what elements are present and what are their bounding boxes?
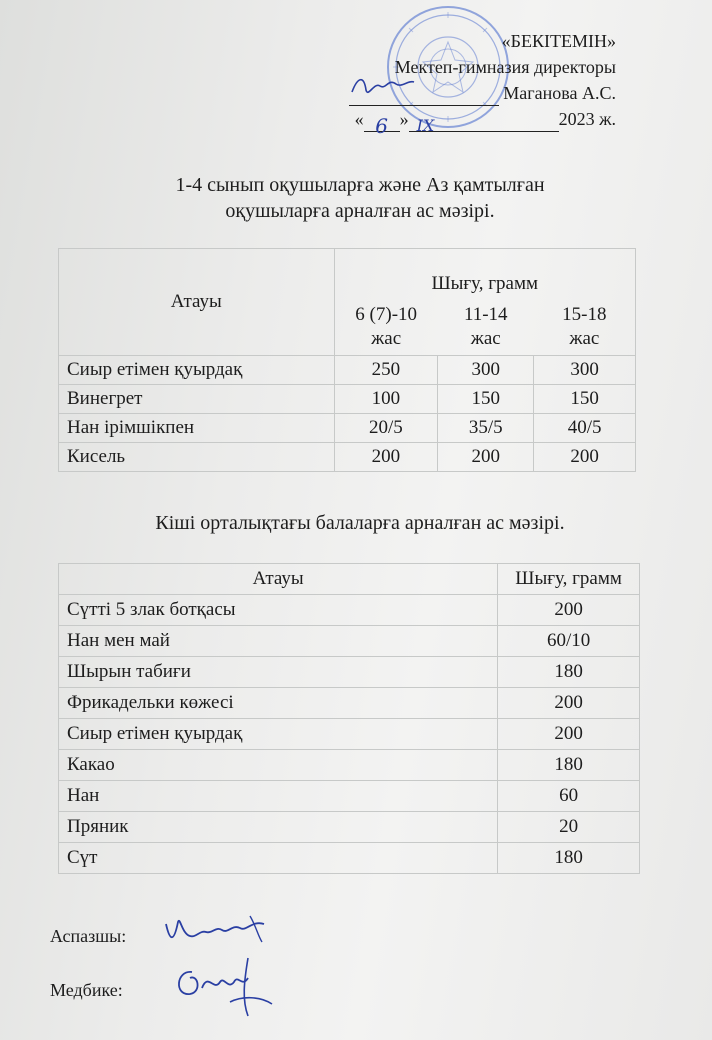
yield-value: 35/5: [438, 414, 534, 443]
dish-name: Пряник: [59, 812, 498, 843]
table-row: [59, 414, 636, 443]
dish-name: Сиыр етімен қуырдақ: [59, 719, 498, 750]
yield-value: 180: [498, 843, 640, 874]
dish-name: Фрикадельки көжесі: [59, 688, 498, 719]
yield-value: 150: [438, 385, 534, 414]
menu2-col-yield-header: Шығу, грамм: [498, 564, 640, 595]
yield-value: 20: [498, 812, 640, 843]
dish-name: Сиыр етімен қуырдақ: [59, 356, 335, 385]
menu2-col-name-header: Атауы: [59, 564, 498, 595]
age-range: 11-14: [463, 304, 508, 325]
table-row: [59, 657, 640, 688]
table-row: [59, 781, 640, 812]
yield-value: 60/10: [498, 626, 640, 657]
director-position: Мектеп-гимназия директоры: [394, 57, 616, 77]
menu1-title: [80, 172, 640, 224]
menu1-col-name-header: Атауы: [59, 249, 335, 356]
yield-value: 300: [438, 356, 534, 385]
age-range: 6 (7)-10: [355, 304, 418, 325]
director-signature: [348, 72, 418, 102]
date-month: [409, 113, 559, 135]
age-unit: жас: [371, 328, 402, 349]
date-month-handwritten: IX: [416, 116, 435, 135]
dish-name: Кисель: [59, 443, 335, 472]
yield-value: 300: [534, 356, 636, 385]
nurse-label: Медбике:: [50, 980, 123, 1000]
table-row: [59, 688, 640, 719]
dish-name: Нан: [59, 781, 498, 812]
date-open-quote: «: [354, 109, 364, 129]
age-range: 15-18: [562, 304, 607, 325]
table-row: [59, 356, 636, 385]
dish-name: Нан мен май: [59, 626, 498, 657]
yield-value: 100: [334, 385, 438, 414]
menu2-table: [58, 563, 640, 874]
age-unit: жас: [470, 328, 501, 349]
table-row: [59, 385, 636, 414]
menu2-title: Кіші орталықтағы балаларға арналған ас мәзірі.: [155, 512, 565, 534]
director-name: Маганова А.С.: [503, 83, 616, 103]
yield-value: 200: [534, 443, 636, 472]
approval-block: [296, 28, 616, 138]
dish-name: Какао: [59, 750, 498, 781]
dish-name: Сүтті 5 злак ботқасы: [59, 595, 498, 626]
date-close-quote: »: [399, 109, 409, 129]
nurse-signature: [168, 952, 278, 1022]
yield-value: 200: [498, 688, 640, 719]
menu1-age-group-2: [438, 299, 534, 356]
menu1-age-group-3: [534, 299, 636, 356]
dish-name: Сүт: [59, 843, 498, 874]
date-year: 2023 ж.: [558, 109, 616, 129]
yield-value: 180: [498, 657, 640, 688]
yield-value: 200: [498, 719, 640, 750]
menu1-table: [58, 248, 636, 472]
yield-value: 200: [438, 443, 534, 472]
dish-name: Нан ірімшікпен: [59, 414, 335, 443]
table-row: [59, 750, 640, 781]
table-row: [59, 626, 640, 657]
approval-date: [296, 106, 616, 138]
table-row: [59, 843, 640, 874]
table-row: [59, 812, 640, 843]
menu1-age-group-1: [334, 299, 438, 356]
table-row: [59, 443, 636, 472]
yield-value: 180: [498, 750, 640, 781]
yield-value: 40/5: [534, 414, 636, 443]
date-day: [364, 113, 400, 138]
approval-heading: «БЕКІТЕМІН»: [501, 31, 616, 51]
dish-name: Шырын табиғи: [59, 657, 498, 688]
director-name-line: [296, 80, 616, 106]
yield-value: 250: [334, 356, 438, 385]
table-row: [59, 719, 640, 750]
dish-name: Винегрет: [59, 385, 335, 414]
yield-value: 200: [334, 443, 438, 472]
table-row: [59, 595, 640, 626]
menu1-col-yield-header: Шығу, грамм: [334, 249, 636, 300]
yield-value: 200: [498, 595, 640, 626]
cook-label: Аспазшы:: [50, 926, 127, 946]
cook-signature: [160, 912, 270, 952]
yield-value: 60: [498, 781, 640, 812]
yield-value: 20/5: [334, 414, 438, 443]
menu1-title-line1: 1-4 сынып оқушыларға және Аз қамтылған: [175, 174, 545, 196]
menu1-title-line2: оқушыларға арналған ас мәзірі.: [225, 200, 495, 222]
age-unit: жас: [569, 328, 600, 349]
yield-value: 150: [534, 385, 636, 414]
date-day-handwritten: 6: [375, 114, 388, 138]
